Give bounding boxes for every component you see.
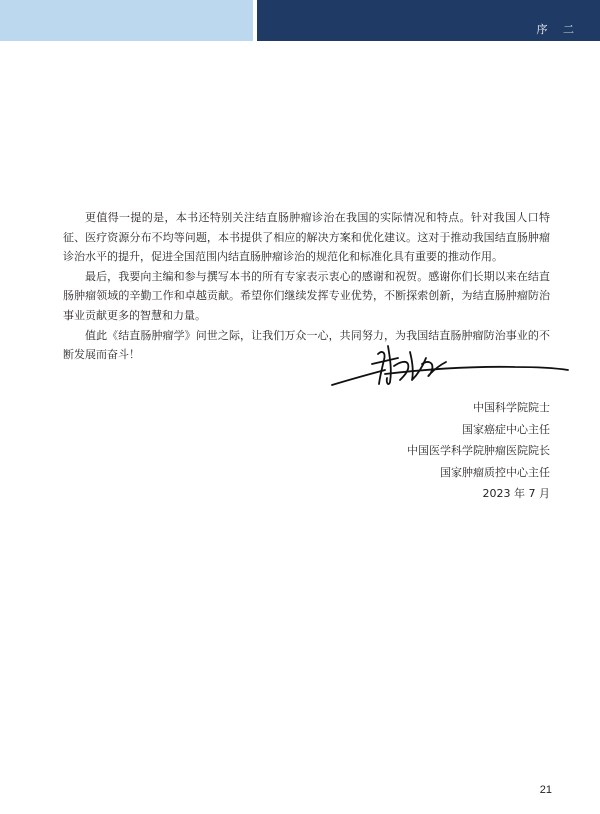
signer-title: 中国医学科学院肿瘤医院院长 (407, 444, 550, 458)
section-title: 序 二 (536, 23, 580, 36)
signer-title: 国家癌症中心主任 (462, 422, 550, 436)
signer-title: 国家肿瘤质控中心主任 (440, 465, 550, 479)
header-light-band (0, 0, 253, 41)
signature-date: 2023 年 7 月 (482, 487, 550, 501)
header-dark-band (257, 0, 600, 41)
paragraph: 更值得一提的是，本书还特别关注结直肠肿瘤诊治在我国的实际情况和特点。针对我国人口特征、医疗资源分布不均等问题，本书提供了相应的解决方案和优化建议。这对于推动我国结直肠肿瘤诊治水平的提升，促进全国范围内结直肠肿瘤诊治的规范化和标准化具有重要的推动作用。 (63, 211, 550, 264)
handwritten-signature (330, 340, 570, 392)
signature-block (407, 397, 550, 505)
signer-title: 中国科学院院士 (473, 401, 550, 414)
paragraph: 最后，我要向主编和参与撰写本书的所有专家表示衷心的感谢和祝贺。感谢你们长期以来在结直肠肿瘤领域的辛勤工作和卓越贡献。希望你们继续发挥专业优势，不断探索创新，为结直肠肿瘤防治事业贡献更多的智慧和力量。 (63, 269, 550, 322)
page-number: 21 (539, 784, 552, 796)
paragraph: 值此《结直肠肿瘤学》问世之际，让我们万众一心，共同努力，为我国结直肠肿瘤防治事业的不断发展而奋斗！ (63, 328, 550, 362)
